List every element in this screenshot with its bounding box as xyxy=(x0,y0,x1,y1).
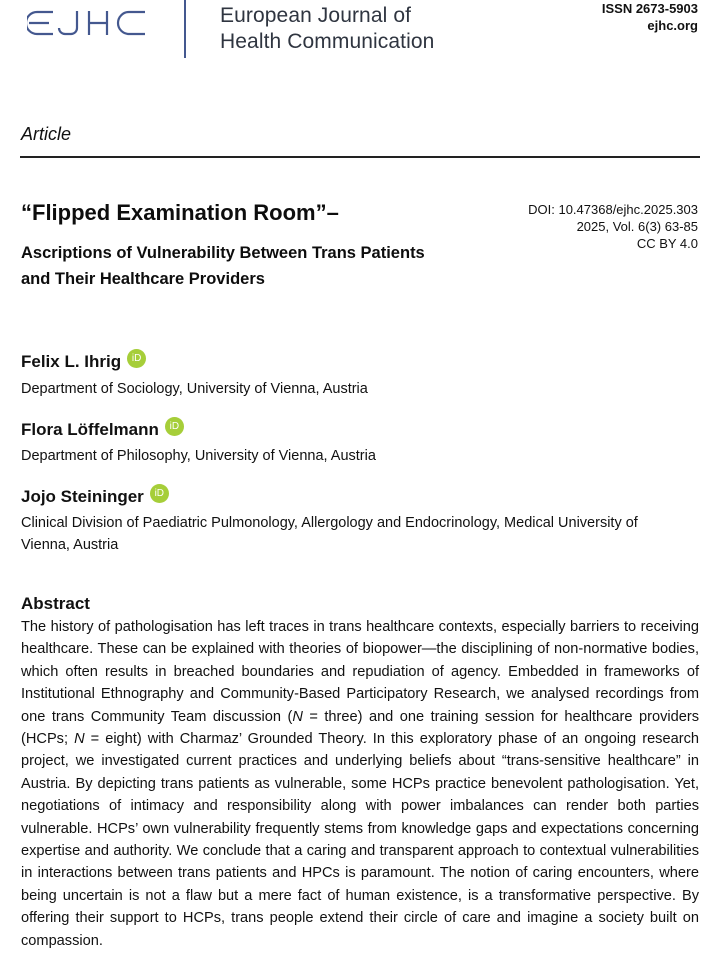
author-affiliation: Department of Sociology, University of Vienna, Austria xyxy=(21,381,368,397)
orcid-icon[interactable]: iD xyxy=(165,417,184,436)
author-name-text: Felix L. Ihrig xyxy=(21,352,122,371)
journal-name-line2: Health Communication xyxy=(220,30,435,53)
abstract-text-part: = three) and one training session for healthcare providers (HCPs; xyxy=(21,708,700,748)
author-affiliation: Department of Philosophy, University of Vienna, Austria xyxy=(21,448,376,464)
author-name-text: Flora Löffelmann xyxy=(21,420,159,439)
volume-info: 2025, Vol. 6(3) 63-85 xyxy=(576,219,698,234)
author-name xyxy=(21,420,184,440)
logo-divider xyxy=(184,0,186,58)
ejhc-logo-icon xyxy=(27,6,155,40)
author-name-text: Jojo Steininger xyxy=(21,487,144,506)
issn: ISSN 2673-5903 xyxy=(601,1,698,16)
journal-name xyxy=(220,3,434,55)
doi-link[interactable]: DOI: 10.47368/ejhc.2025.303 xyxy=(528,202,698,217)
n-symbol: N xyxy=(74,731,85,748)
license: CC BY 4.0 xyxy=(636,236,698,251)
abstract-text xyxy=(21,616,699,952)
header-divider xyxy=(20,156,700,158)
article-subtitle: Ascriptions of Vulnerability Between Trans Patients and Their Healthcare Providers xyxy=(21,244,425,288)
article-type: Article xyxy=(21,124,72,144)
abstract-text-part: The history of pathologisation has left traces in trans healthcare contexts, especially barriers to receiving healthcare. These can be explained with theories of biopower—the disciplining of non-normative bodies, which often results in breached boundaries and repudiation of agency. Embedded in frameworks of Institutional Ethnography and Community-Based Participatory Research, we analysed recordings from one trans Community Team discussion ( xyxy=(21,619,699,725)
issn-block xyxy=(602,0,698,34)
article-title: “Flipped Examination Room”– xyxy=(21,200,339,225)
author-affiliation: Clinical Division of Paediatric Pulmonology, Allergology and Endocrinology, Medical University of Vienna, Austria xyxy=(21,515,638,553)
n-symbol: N xyxy=(292,708,303,725)
abstract-text-part: = eight) with Charmaz’ Grounded Theory. In this exploratory phase of an ongoing research project, we investigated current practices and underlying beliefs about “trans-sensitive healthcare” in Austria. By depicting trans patients as vulnerable, some HCPs practice benevolent pathologisation. Yet, negotiations of intimacy and responsibility along with power imbalances can render both parties vulnerable. HCPs’ own vulnerability frequently stems from knowledge gaps and expectations concerning expertise and authority. We conclude that a caring and transparent approach to contextual vulnerabilities in interactions between trans patients and HPCs is paramount. The notion of caring encounters, where being uncertain is not a flaw but a mere fact of human existence, is a transformative perspective. By offering their support to HCPs, trans people extend their circle of care and imagine a society built on compassion. xyxy=(21,731,699,949)
journal-website-link[interactable]: ejhc.org xyxy=(647,18,698,33)
orcid-icon[interactable]: iD xyxy=(150,484,169,503)
journal-logo xyxy=(27,6,155,40)
orcid-icon[interactable]: iD xyxy=(127,349,146,368)
author-name xyxy=(21,487,169,507)
article-meta xyxy=(528,201,698,252)
author-name xyxy=(21,352,146,372)
abstract-heading: Abstract xyxy=(21,594,90,613)
journal-name-line1: European Journal of xyxy=(220,4,412,27)
